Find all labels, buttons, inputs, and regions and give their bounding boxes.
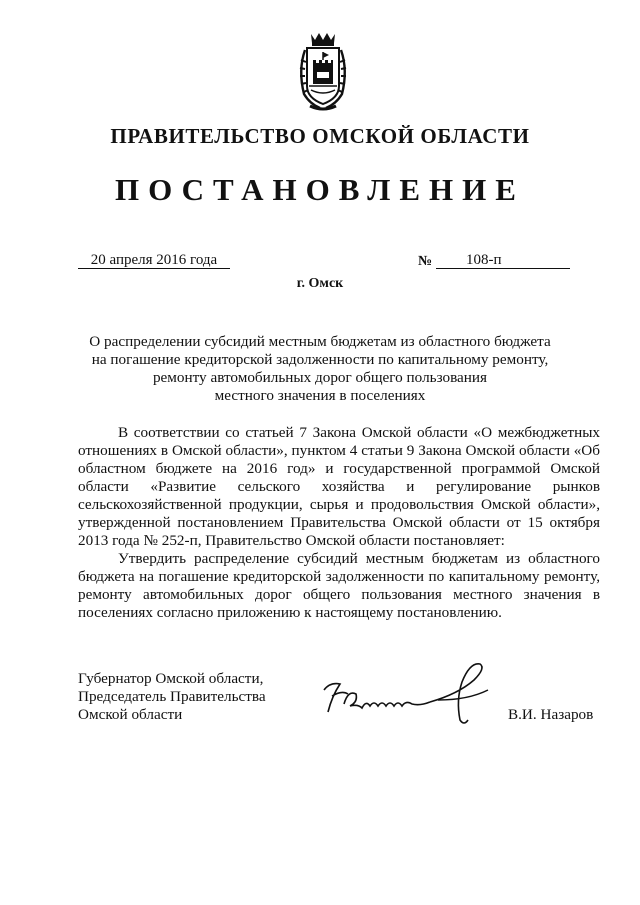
subject-line: О распределении субсидий местным бюджетам из областного бюджета [89,333,551,350]
signatory-name: В.И. Назаров [508,706,594,723]
document-date: 20 апреля 2016 года [78,252,230,269]
subject-line: местного значения в поселениях [214,387,426,404]
document-subject [80,333,560,405]
subject-line: ремонту автомобильных дорог общего пользования [152,369,488,386]
document-number-field [436,252,570,269]
signatory-title-line: Председатель Правительства [78,688,266,705]
document-number: 108-п [466,252,502,268]
document-type-title: ПОСТАНОВЛЕНИЕ [115,172,525,207]
government-title: ПРАВИТЕЛЬСТВО ОМСКОЙ ОБЛАСТИ [110,124,530,148]
body-paragraph-legal-basis: В соответствии со статьей 7 Закона Омской области «О межбюджетных отношениях в Омской области», пунктом 4 статьи 9 Закона Омской области «Об областном бюджете на 2016 год» и государственной программой Омской области «Развитие сельского хозяйства и регулирование рынков сельскохозяйственной продукции, сырья и продовольствия Омской области», утвержденной постановлением Правительства Омской области от 15 октября 2013 года № 252-п, Правительство Омской области постановляет: [78,424,600,549]
signatory-title-line: Омской области [78,706,183,723]
number-label: № [418,254,433,269]
signatory-title-line: Губернатор Омской области, [78,670,264,687]
city: г. Омск [296,276,344,291]
subject-line: на погашение кредиторской задолженности по капитальному ремонту, [91,351,549,368]
document-body [78,424,600,622]
body-paragraph-resolution: Утвердить распределение субсидий местным бюджетам из областного бюджета на погашение кредиторской задолженности по капитальному ремонту, ремонту автомобильных дорог общего пользования местного значения в поселениях согласно приложению к настоящему постановлению. [78,550,600,621]
signatory-title [78,670,266,724]
handwritten-signature [318,660,498,730]
coat-of-arms-icon [296,30,350,112]
